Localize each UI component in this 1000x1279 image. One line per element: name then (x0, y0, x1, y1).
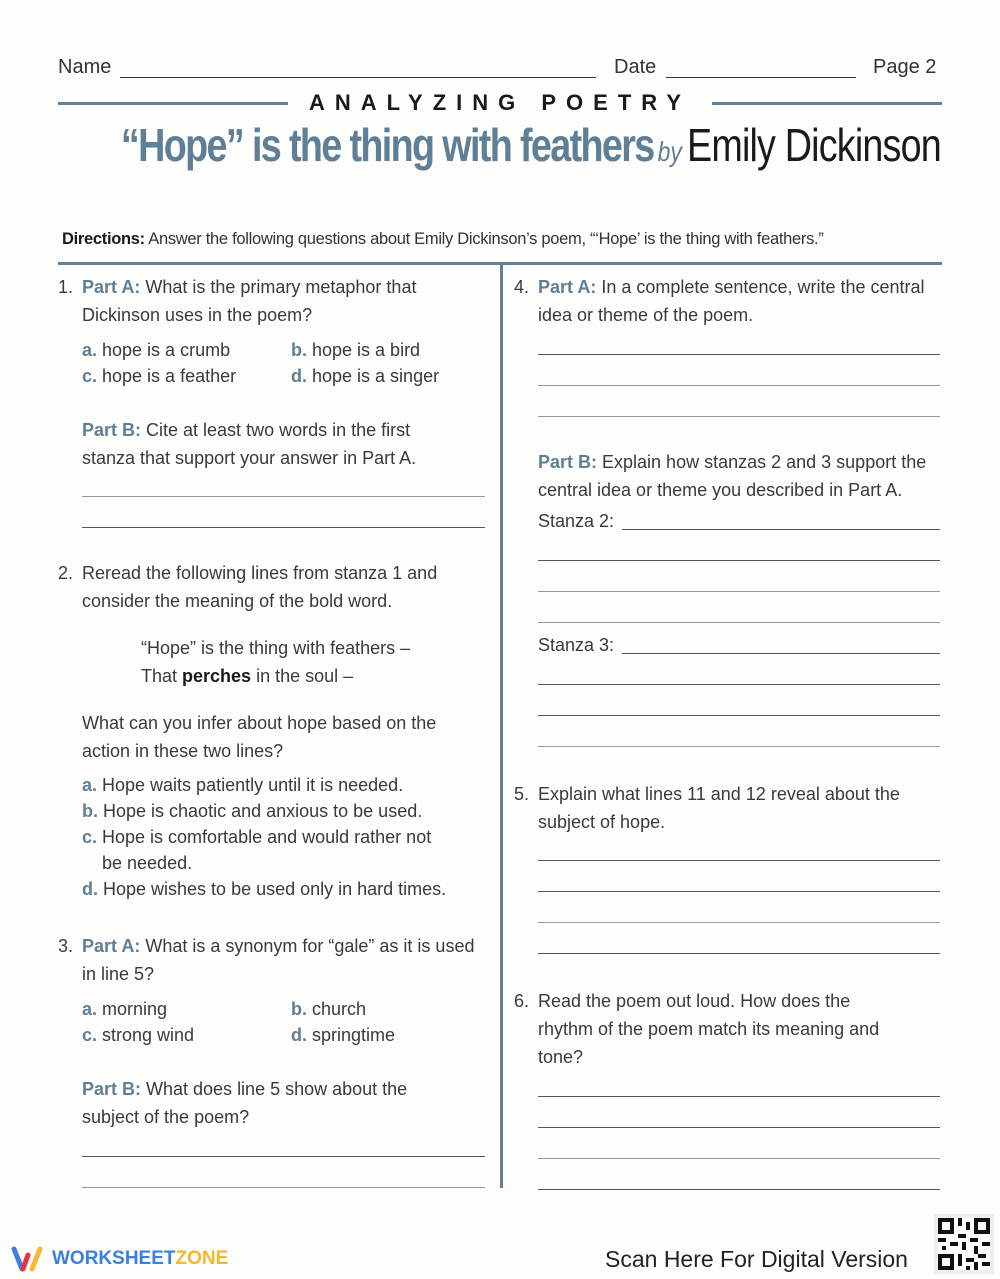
answer-line[interactable] (538, 560, 940, 561)
stanza-2-label: Stanza 2: (538, 511, 615, 531)
answer-line[interactable] (538, 891, 940, 892)
question-number: 1. (58, 277, 74, 297)
stanza-3-answer-line[interactable] (622, 653, 940, 654)
answer-line[interactable] (538, 715, 940, 716)
worksheetzone-logo[interactable] (10, 1244, 228, 1274)
name-field[interactable] (120, 58, 596, 78)
page-label: Page 2 (873, 56, 937, 78)
scan-caption: Scan Here For Digital Version (605, 1246, 908, 1272)
name-label: Name (58, 56, 112, 78)
part-a-label: Part A: (82, 277, 141, 297)
header-row (58, 56, 942, 82)
banner-title: ANALYZING POETRY (308, 90, 692, 115)
option-c[interactable]: c. hope is a feather (82, 366, 237, 386)
answer-line[interactable] (538, 354, 940, 355)
answer-line[interactable] (538, 1158, 940, 1159)
answer-line[interactable] (538, 953, 940, 954)
question-6: 6. Read the poem out loud. How does the rhythm of the poem match its meaning and tone? (514, 991, 880, 1067)
answer-line[interactable] (82, 1187, 485, 1188)
option-c-continued: be needed. (102, 853, 193, 873)
answer-line[interactable] (538, 684, 940, 685)
option-c[interactable]: c. Hope is comfortable and would rather not (82, 827, 432, 847)
title-by: by (657, 136, 683, 167)
question-5: 5. Explain what lines 11 and 12 reveal about the subject of hope. (514, 784, 900, 832)
option-d[interactable]: d. Hope wishes to be used only in hard times. (82, 879, 447, 899)
answer-line[interactable] (538, 746, 940, 747)
question-4: 4. Part A: In a complete sentence, write the central idea or theme of the poem. (514, 277, 925, 325)
option-b[interactable]: b. Hope is chaotic and anxious to be used. (82, 801, 423, 821)
option-d[interactable]: d. hope is a singer (291, 366, 440, 386)
question-1 (58, 273, 482, 329)
question-3: 3. Part A: What is a synonym for “gale” as it is used in line 5? (58, 936, 475, 984)
answer-line[interactable] (538, 591, 940, 592)
option-b[interactable]: b. church (291, 999, 367, 1019)
worksheet-title (0, 118, 1000, 172)
option-c[interactable]: c. strong wind (82, 1025, 195, 1045)
author-name: Emily Dickinson (686, 119, 941, 171)
question-2-prompt: What can you infer about hope based on the action in these two lines? (82, 713, 437, 761)
bold-word: perches (182, 666, 252, 686)
stanza-3-label: Stanza 3: (538, 635, 615, 655)
date-field[interactable] (666, 58, 856, 78)
question-text: Explain what lines 11 and 12 reveal about the subject of hope. (538, 784, 900, 832)
option-b[interactable]: b. hope is a bird (291, 340, 421, 360)
answer-line[interactable] (82, 527, 485, 528)
answer-line[interactable] (538, 622, 940, 623)
logo-text-worksheet: WORKSHEET (52, 1248, 176, 1269)
question-text: Read the poem out loud. How does the rhythm of the poem match its meaning and tone? (538, 991, 880, 1067)
date-label: Date (614, 56, 657, 78)
poem-line-2: That perches in the soul – (141, 666, 354, 686)
directions (62, 230, 942, 249)
poem-line-1: “Hope” is the thing with feathers – (141, 638, 411, 658)
question-text: What is the primary metaphor that Dickinson uses in the poem? (82, 277, 417, 325)
stanza-2-answer-line[interactable] (622, 529, 940, 530)
option-a[interactable]: a. morning (82, 999, 168, 1019)
poem-excerpt (141, 634, 410, 690)
answer-line[interactable] (538, 416, 940, 417)
section-divider-vertical (500, 262, 503, 1188)
question-text: Reread the following lines from stanza 1 and consider the meaning of the bold word. (82, 563, 438, 611)
poem-title: “Hope” is the thing with feathers (120, 119, 654, 171)
directions-text: Answer the following questions about Emily Dickinson’s poem, “‘Hope’ is the thing with feathers.” (144, 230, 824, 248)
answer-line[interactable] (538, 1096, 940, 1097)
answer-line[interactable] (82, 496, 485, 497)
answer-line[interactable] (538, 922, 940, 923)
option-d[interactable]: d. springtime (291, 1025, 396, 1045)
question-3-part-b: Part B: What does line 5 show about the subject of the poem? (82, 1079, 408, 1127)
option-a[interactable]: a. hope is a crumb (82, 340, 231, 360)
answer-line[interactable] (82, 1156, 485, 1157)
answer-line[interactable] (538, 1127, 940, 1128)
question-2: 2. Reread the following lines from stanza 1 and consider the meaning of the bold word. (58, 563, 438, 611)
question-4-part-b: Part B: Explain how stanzas 2 and 3 support the central idea or theme you described in Part A. (538, 452, 927, 500)
answer-line[interactable] (538, 385, 940, 386)
answer-line[interactable] (538, 860, 940, 861)
answer-line[interactable] (538, 1189, 940, 1190)
logo-icon (10, 1245, 46, 1273)
question-1-part-b: Part B: Cite at least two words in the first stanza that support your answer in Part A. (82, 420, 417, 468)
directions-label: Directions: (62, 230, 145, 248)
qr-code-icon[interactable] (934, 1214, 994, 1274)
logo-text-zone: ZONE (175, 1248, 229, 1269)
option-a[interactable]: a. Hope waits patiently until it is needed. (82, 775, 404, 795)
